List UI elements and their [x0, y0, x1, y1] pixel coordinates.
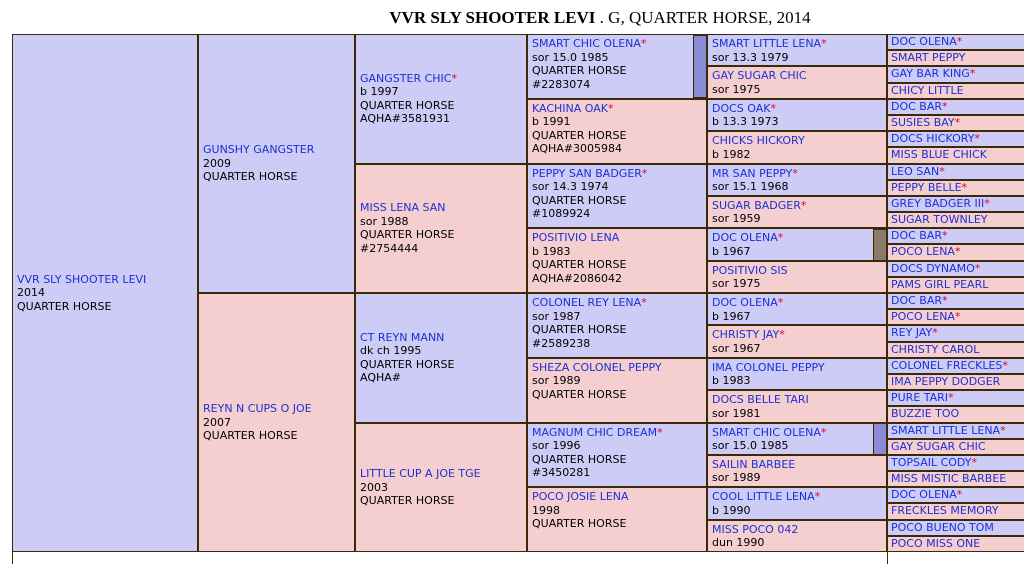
horse-name-link[interactable] [712, 426, 882, 440]
horse-detail: QUARTER HORSE [532, 323, 627, 336]
horse-name: GAY SUGAR CHIC [891, 439, 986, 453]
ancestor-cell [887, 147, 1024, 163]
ancestor-cell [887, 131, 1024, 147]
horse-name-link[interactable] [891, 213, 1024, 226]
horse-name: REY JAY [891, 326, 933, 340]
horse-detail: QUARTER HORSE [203, 429, 298, 443]
ancestor-cell [707, 487, 887, 519]
horse-name-link[interactable] [712, 134, 882, 148]
horse-name: BUZZIE TOO [891, 407, 960, 421]
horse-name-link[interactable] [360, 467, 522, 481]
ancestor-marker: * [779, 328, 785, 342]
horse-name: SUGAR TOWNLEY [891, 213, 988, 227]
horse-name: MR SAN PEPPY [712, 166, 793, 180]
horse-detail: b 1991 [532, 115, 571, 129]
horse-name: IMA COLONEL PEPPY [712, 360, 825, 374]
horse-name: GAY SUGAR CHIC [712, 69, 807, 83]
horse-name: REYN N CUPS O JOE [203, 402, 312, 416]
horse-name: IMA PEPPY DODGER [891, 374, 1001, 388]
ancestor-cell [707, 131, 887, 163]
ancestor-marker: * [956, 35, 963, 48]
ancestor-cell [887, 358, 1024, 374]
ancestor-cell [707, 423, 887, 455]
horse-detail: sor 1975 [712, 277, 761, 291]
horse-name-link[interactable] [891, 375, 1024, 388]
horse-name-link[interactable] [891, 456, 1024, 469]
horse-name-link[interactable] [532, 37, 702, 51]
horse-detail: dk ch 1995 [360, 344, 422, 358]
ancestor-cell [198, 293, 355, 552]
horse-detail: #1089924 [532, 207, 591, 220]
horse-name-link[interactable] [891, 472, 1024, 485]
horse-detail: QUARTER HORSE [360, 98, 455, 112]
ancestor-marker: * [961, 180, 968, 194]
ancestor-cell [198, 34, 355, 293]
horse-name: PURE TARI [891, 391, 949, 405]
ancestor-cell [887, 471, 1024, 487]
horse-detail: #2283074 [532, 77, 591, 91]
horse-name: POCO BUENO TOM [891, 520, 994, 534]
horse-name: SMART PEPPY [891, 51, 966, 65]
ancestor-cell [887, 34, 1024, 50]
ancestor-cell [707, 325, 887, 357]
ancestor-cell [527, 423, 707, 488]
horse-name-link[interactable] [712, 361, 882, 375]
ancestor-cell [887, 196, 1024, 212]
horse-detail: sor 1989 [532, 374, 581, 388]
horse-detail: QUARTER HORSE [360, 357, 455, 371]
ancestor-marker: * [932, 326, 938, 340]
horse-detail: 2007 [203, 415, 231, 429]
ancestor-cell [887, 115, 1024, 131]
horse-name-link[interactable] [891, 181, 1024, 194]
horse-name-link[interactable] [891, 116, 1024, 129]
ancestor-cell [887, 520, 1024, 536]
ancestor-cell [887, 374, 1024, 390]
horse-detail: b 1997 [360, 85, 399, 99]
horse-detail: #2589238 [532, 336, 591, 350]
horse-detail: QUARTER HORSE [532, 517, 627, 531]
horse-detail: AQHA#3581931 [360, 112, 450, 126]
horse-name-link[interactable] [712, 458, 882, 472]
horse-name-link[interactable] [891, 310, 1024, 323]
horse-name: GANGSTER CHIC [360, 71, 452, 85]
ancestor-cell [527, 487, 707, 552]
horse-detail: 2003 [360, 480, 388, 494]
horse-name: LEO SAN [891, 164, 940, 178]
ancestor-marker: * [954, 115, 961, 129]
horse-detail: sor 15.1 1968 [712, 180, 789, 193]
horse-name-link[interactable] [891, 35, 1024, 48]
horse-name: TOPSAIL CODY [891, 455, 972, 469]
horse-name: DOC OLENA [712, 296, 778, 309]
ancestor-marker: * [942, 229, 948, 243]
ancestor-cell [707, 520, 887, 552]
horse-name-link[interactable] [891, 521, 1024, 534]
horse-detail: 1998 [532, 503, 560, 517]
ancestor-cell [707, 293, 887, 325]
horse-name-link[interactable] [712, 393, 882, 407]
horse-name: COLONEL REY LENA [532, 296, 642, 309]
title-details: . G, QUARTER HORSE, 2014 [595, 8, 811, 27]
horse-name: MAGNUM CHIC DREAM [532, 425, 658, 439]
horse-name: DOCS OAK [712, 101, 771, 115]
horse-name-link[interactable] [712, 69, 882, 83]
horse-name-link[interactable] [891, 407, 1024, 420]
horse-detail: b 1983 [712, 374, 751, 388]
horse-name: MISS BLUE CHICK [891, 148, 987, 162]
horse-name: PEPPY SAN BADGER [532, 166, 642, 180]
ancestor-marker: * [792, 166, 798, 180]
divider [887, 552, 888, 564]
horse-detail: b 1982 [712, 147, 751, 161]
ancestor-cell [887, 180, 1024, 196]
horse-name-link[interactable] [203, 402, 350, 416]
ancestor-cell [707, 34, 887, 66]
horse-detail: sor 15.0 1985 [712, 439, 789, 452]
horse-name-link[interactable] [891, 262, 1024, 275]
horse-detail: QUARTER HORSE [532, 258, 627, 272]
indicator-bar [873, 423, 887, 455]
horse-name: SUSIES BAY [891, 115, 955, 129]
horse-name-link[interactable] [891, 294, 1024, 307]
ancestor-cell [707, 358, 887, 390]
horse-name: DOCS DYNAMO [891, 261, 975, 275]
ancestor-cell [707, 228, 887, 260]
horse-name: POCO JOSIE LENA [532, 490, 629, 504]
ancestor-cell [527, 358, 707, 423]
ancestor-cell [887, 99, 1024, 115]
horse-detail: b 1967 [712, 309, 751, 323]
horse-detail: QUARTER HORSE [17, 299, 112, 313]
horse-detail: #2754444 [360, 241, 419, 255]
ancestor-cell [707, 164, 887, 196]
ancestor-marker: * [939, 164, 945, 178]
ancestor-marker: * [954, 245, 961, 259]
horse-name: DOC OLENA [712, 231, 778, 245]
horse-detail: sor 1987 [532, 309, 581, 323]
ancestor-marker: * [971, 455, 978, 469]
horse-detail: 2009 [203, 156, 231, 170]
horse-name: SMART CHIC OLENA [712, 425, 821, 439]
horse-name: POSITIVIO SIS [712, 263, 788, 277]
ancestor-cell [887, 50, 1024, 66]
horse-detail: QUARTER HORSE [532, 452, 627, 466]
horse-name-link[interactable] [891, 84, 1024, 97]
horse-name-link[interactable] [712, 199, 882, 213]
page-title [0, 8, 1024, 28]
horse-name: GUNSHY GANGSTER [203, 143, 315, 157]
horse-name-link[interactable] [712, 328, 882, 342]
horse-detail: sor 1996 [532, 439, 581, 452]
ancestor-cell [887, 406, 1024, 422]
horse-name: SAILIN BARBEE [712, 457, 796, 471]
horse-name-link[interactable] [712, 490, 882, 504]
ancestor-cell [887, 293, 1024, 309]
horse-name-link[interactable] [532, 490, 702, 504]
horse-name: DOC OLENA [891, 488, 957, 502]
horse-name: GAY BAR KING [891, 67, 970, 81]
ancestor-cell [527, 228, 707, 293]
horse-name: SMART LITTLE LENA [712, 37, 822, 50]
horse-name: FRECKLES MEMORY [891, 504, 999, 518]
horse-name-link[interactable] [891, 359, 1024, 372]
horse-detail: b 1990 [712, 503, 751, 517]
horse-name-link[interactable] [712, 296, 882, 310]
horse-detail: QUARTER HORSE [532, 64, 627, 77]
indicator-bar [873, 229, 887, 261]
horse-name: SMART LITTLE LENA [891, 423, 1001, 437]
horse-name: MISS LENA SAN [360, 201, 446, 215]
horse-name: CHICY LITTLE [891, 83, 964, 97]
ancestor-marker: * [640, 37, 647, 50]
ancestor-cell [355, 164, 527, 294]
ancestor-marker: * [641, 166, 648, 180]
horse-detail: sor 1975 [712, 82, 761, 96]
horse-name: DOC BAR [891, 229, 943, 243]
ancestor-cell [887, 439, 1024, 455]
horse-detail: sor 14.3 1974 [532, 180, 609, 193]
horse-name: DOC BAR [891, 99, 943, 113]
ancestor-cell [707, 99, 887, 131]
ancestor-cell [707, 455, 887, 487]
ancestor-cell [887, 277, 1024, 293]
horse-detail: #3450281 [532, 466, 591, 479]
horse-name-link[interactable] [712, 523, 882, 537]
horse-name-link[interactable] [532, 296, 702, 310]
horse-name-link[interactable] [891, 100, 1024, 113]
ancestor-cell [527, 164, 707, 229]
ancestor-cell [887, 261, 1024, 277]
horse-name-link[interactable] [712, 264, 882, 278]
horse-name-link[interactable] [891, 245, 1024, 258]
horse-name-link[interactable] [360, 331, 522, 345]
horse-name-link[interactable] [891, 197, 1024, 210]
ancestor-marker: * [814, 490, 821, 504]
horse-detail: b 13.3 1973 [712, 115, 779, 129]
ancestor-marker: * [942, 99, 948, 113]
horse-name: CHICKS HICKORY [712, 134, 805, 148]
horse-name: POCO MISS ONE [891, 536, 981, 550]
ancestor-marker: * [820, 425, 827, 439]
horse-name-link[interactable] [712, 37, 882, 51]
horse-name-link[interactable] [891, 165, 1024, 178]
ancestor-cell [887, 455, 1024, 471]
horse-name-link[interactable] [891, 504, 1024, 517]
horse-detail: sor 1988 [360, 214, 409, 228]
ancestor-marker: * [451, 71, 457, 85]
ancestor-cell [887, 244, 1024, 260]
ancestor-marker: * [608, 101, 614, 115]
ancestor-cell [887, 487, 1024, 503]
ancestor-marker: * [948, 391, 954, 405]
horse-detail: QUARTER HORSE [532, 128, 627, 142]
ancestor-cell [355, 423, 527, 553]
ancestor-cell [707, 390, 887, 422]
horse-detail: QUARTER HORSE [360, 228, 455, 242]
ancestor-marker: * [969, 67, 976, 81]
horse-name-link[interactable] [891, 424, 1024, 437]
horse-name-link[interactable] [891, 391, 1024, 404]
horse-name: VVR SLY SHOOTER LEVI [17, 272, 147, 286]
horse-name-link[interactable] [712, 231, 882, 245]
horse-name-link[interactable] [360, 201, 522, 215]
horse-detail: QUARTER HORSE [532, 387, 627, 401]
ancestor-cell [887, 212, 1024, 228]
subject-cell [12, 34, 198, 552]
ancestor-marker: * [821, 37, 827, 50]
divider [12, 552, 13, 564]
horse-name-link[interactable] [891, 278, 1024, 291]
horse-name: SUGAR BADGER [712, 198, 801, 212]
horse-name: CT REYN MANN [360, 330, 445, 344]
ancestor-cell [887, 342, 1024, 358]
horse-name: DOC OLENA [891, 35, 957, 48]
horse-detail: AQHA# [360, 371, 402, 385]
horse-detail: 2014 [17, 286, 45, 300]
ancestor-marker: * [770, 101, 776, 115]
horse-detail: sor 1981 [712, 406, 761, 420]
horse-name-link[interactable] [891, 229, 1024, 242]
ancestor-marker: * [1002, 358, 1008, 372]
horse-name: POCO LENA [891, 245, 955, 259]
horse-name: CHRISTY JAY [712, 328, 780, 342]
horse-detail: AQHA#2086042 [532, 271, 622, 285]
ancestor-cell [527, 293, 707, 358]
ancestor-cell [707, 261, 887, 293]
ancestor-marker: * [777, 296, 784, 309]
horse-detail: sor 15.0 1985 [532, 50, 609, 64]
horse-name: COLONEL FRECKLES [891, 358, 1003, 372]
horse-name: PEPPY BELLE [891, 180, 962, 194]
horse-name-link[interactable] [891, 148, 1024, 161]
horse-name: DOC BAR [891, 294, 943, 307]
horse-name: DOCS BELLE TARI [712, 393, 809, 407]
horse-detail: QUARTER HORSE [203, 170, 298, 184]
ancestor-cell [707, 66, 887, 98]
horse-name-link[interactable] [891, 326, 1024, 339]
ancestor-marker: * [984, 196, 990, 210]
ancestor-cell [887, 309, 1024, 325]
ancestor-marker: * [1000, 423, 1006, 437]
ancestor-cell [887, 228, 1024, 244]
horse-name-link[interactable] [891, 343, 1024, 356]
ancestor-cell [527, 34, 707, 99]
ancestor-cell [887, 164, 1024, 180]
ancestor-marker: * [777, 231, 784, 245]
ancestor-marker: * [956, 488, 963, 502]
horse-name-link[interactable] [17, 273, 193, 287]
horse-name: CHRISTY CAROL [891, 342, 980, 356]
horse-name-link[interactable] [891, 51, 1024, 64]
ancestor-marker: * [974, 132, 980, 146]
horse-detail: sor 1989 [712, 471, 761, 485]
horse-name-link[interactable] [891, 537, 1024, 550]
horse-name-link[interactable] [891, 488, 1024, 501]
horse-name-link[interactable] [532, 167, 702, 181]
indicator-bar [693, 35, 707, 98]
horse-name: LITTLE CUP A JOE TGE [360, 467, 481, 480]
horse-name: KACHINA OAK [532, 101, 609, 115]
ancestor-cell [707, 196, 887, 228]
horse-name: MISS MISTIC BARBEE [891, 472, 1007, 486]
ancestor-marker: * [974, 261, 981, 275]
ancestor-cell [887, 66, 1024, 82]
horse-detail: AQHA#3005984 [532, 142, 622, 156]
ancestor-cell [887, 536, 1024, 552]
horse-name: DOCS HICKORY [891, 132, 975, 146]
horse-name-link[interactable] [532, 361, 702, 375]
ancestor-marker: * [942, 294, 948, 307]
horse-name: POSITIVIO LENA [532, 231, 620, 245]
horse-detail: sor 13.3 1979 [712, 50, 789, 64]
horse-detail: sor 1967 [712, 341, 761, 355]
title-horse-name: VVR SLY SHOOTER LEVI [389, 8, 596, 27]
ancestor-cell [887, 390, 1024, 406]
ancestor-cell [355, 34, 527, 164]
horse-name-link[interactable] [532, 426, 702, 440]
ancestor-cell [887, 83, 1024, 99]
horse-detail: dun 1990 [712, 536, 765, 550]
pedigree-chart [12, 34, 1024, 552]
horse-detail: QUARTER HORSE [360, 494, 455, 507]
horse-name: POCO LENA [891, 310, 955, 324]
horse-detail: b 1983 [532, 244, 571, 258]
horse-name-link[interactable] [712, 167, 882, 181]
horse-name-link[interactable] [532, 231, 702, 245]
horse-name-link[interactable] [203, 143, 350, 157]
horse-name-link[interactable] [532, 102, 702, 116]
horse-name-link[interactable] [891, 132, 1024, 145]
ancestor-cell [887, 325, 1024, 341]
horse-name-link[interactable] [712, 102, 882, 116]
horse-name: SMART CHIC OLENA [532, 37, 641, 50]
horse-name-link[interactable] [360, 72, 522, 86]
ancestor-cell [887, 423, 1024, 439]
ancestor-marker: * [800, 198, 807, 212]
ancestor-marker: * [657, 425, 663, 439]
horse-detail: sor 1959 [712, 212, 761, 226]
horse-name-link[interactable] [891, 67, 1024, 80]
ancestor-cell [355, 293, 527, 423]
ancestor-marker: * [641, 296, 647, 309]
horse-detail: QUARTER HORSE [532, 193, 627, 207]
ancestor-cell [527, 99, 707, 164]
horse-name: GREY BADGER III [891, 196, 985, 210]
horse-name: COOL LITTLE LENA [712, 490, 815, 504]
horse-name: MISS POCO 042 [712, 522, 799, 536]
horse-name-link[interactable] [891, 440, 1024, 453]
ancestor-marker: * [954, 310, 961, 324]
horse-name: SHEZA COLONEL PEPPY [532, 360, 662, 374]
horse-detail: b 1967 [712, 244, 751, 258]
ancestor-cell [887, 503, 1024, 519]
horse-name: PAMS GIRL PEARL [891, 277, 989, 291]
